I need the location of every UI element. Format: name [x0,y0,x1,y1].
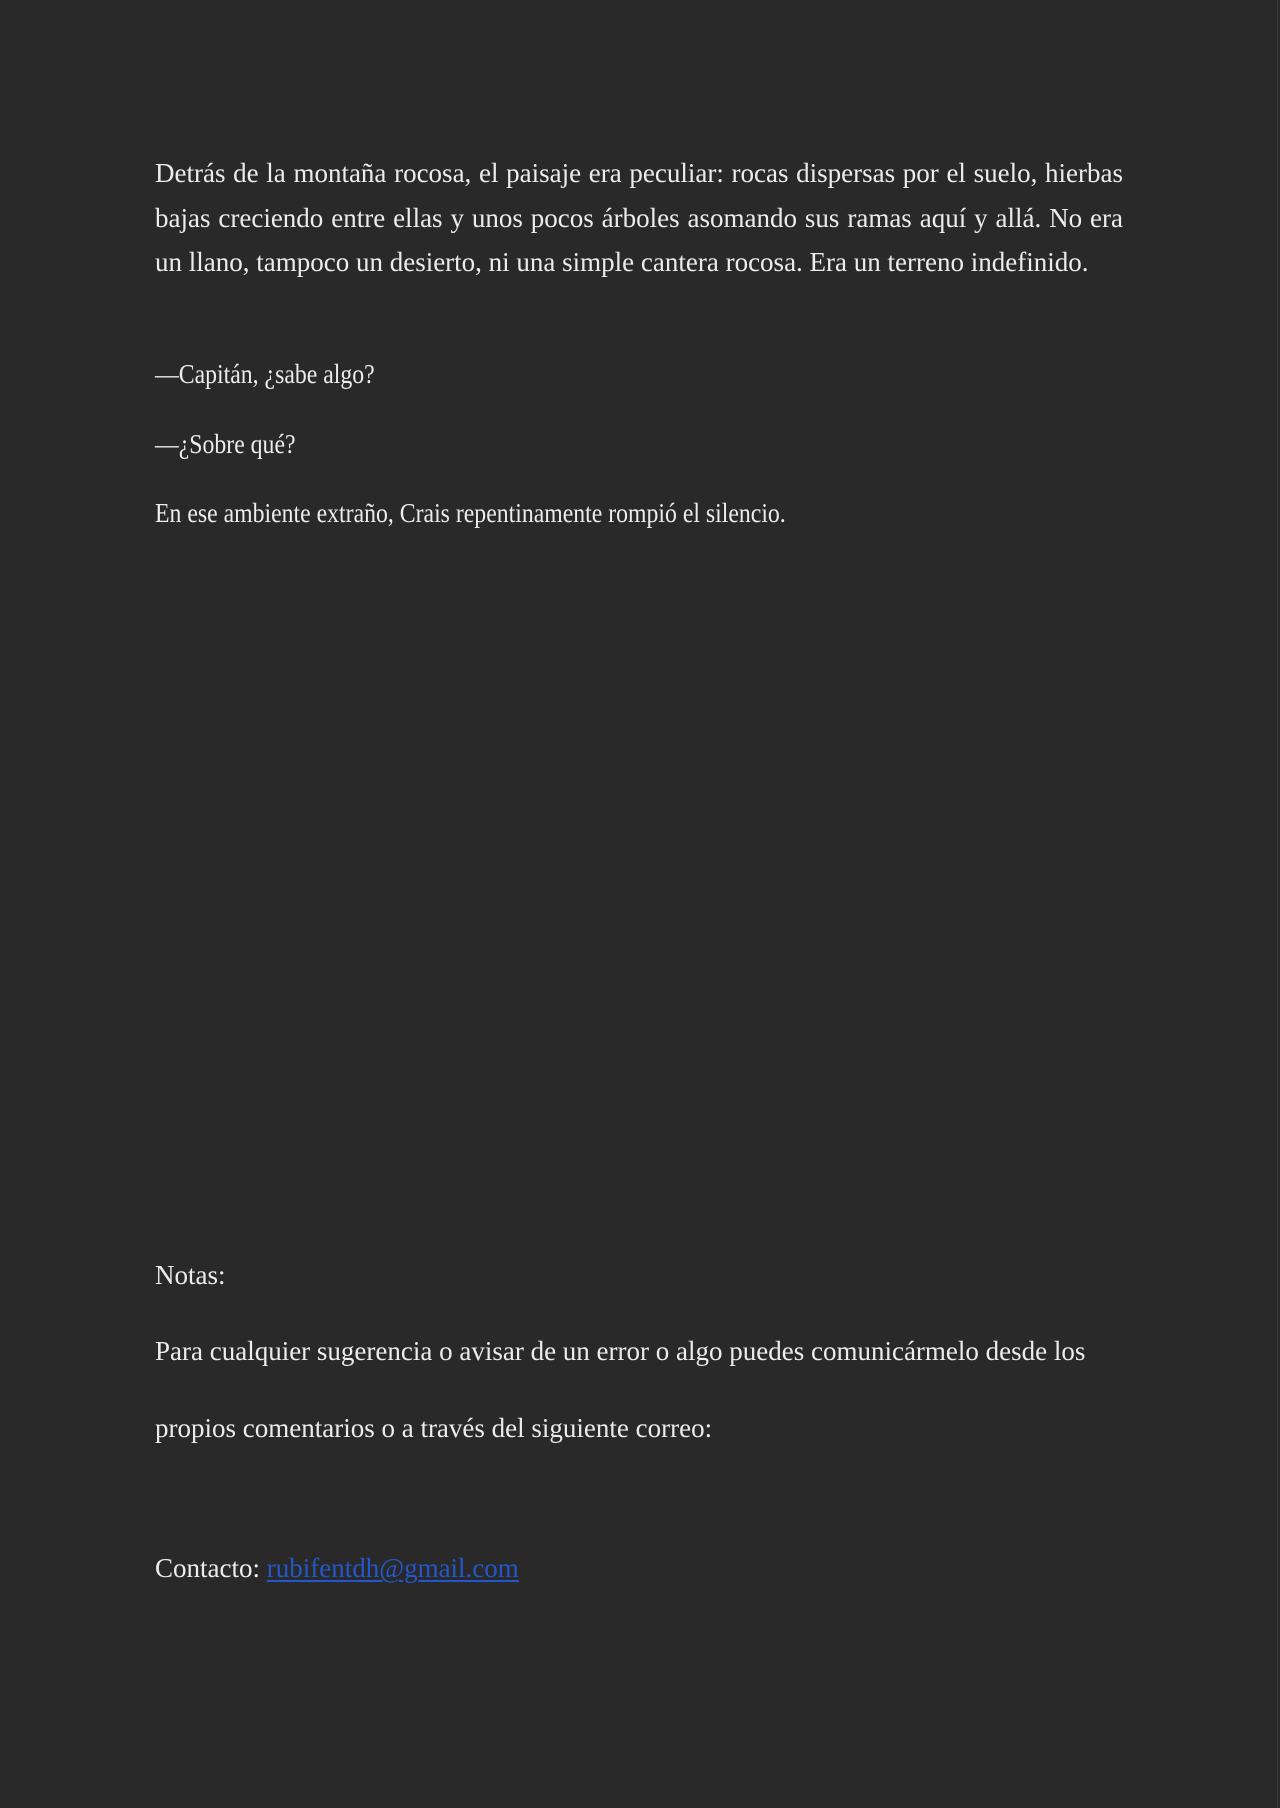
page-edge-divider [1277,0,1278,1808]
notes-heading: Notas: [155,1260,226,1290]
contact-email-link[interactable]: rubifentdh@gmail.com [266,1553,519,1583]
notes-text-line-1: Para cualquier sugerencia o avisar de un error o algo puedes comunicármelo desde los [155,1336,1086,1366]
contact-label: Contacto: [155,1553,267,1583]
story-paragraph-2: En ese ambiente extraño, Crais repentinamente rompió el silencio. [155,498,786,528]
dialogue-line-2: —¿Sobre qué? [155,429,296,459]
contact-line [155,1552,1123,1584]
story-paragraph-1: Detrás de la montaña rocosa, el paisaje era peculiar: rocas dispersas por el suelo, hierbas bajas creciendo entre ellas y unos pocos árboles asomando sus ramas aquí y allá. No era un llano, tampoco un desierto, ni una simple cantera rocosa. Era un terreno indefinido. [155,158,1123,277]
dialogue-line-1: —Capitán, ¿sabe algo? [155,359,375,389]
notes-text-line-2: propios comentarios o a través del siguiente correo: [155,1413,713,1443]
